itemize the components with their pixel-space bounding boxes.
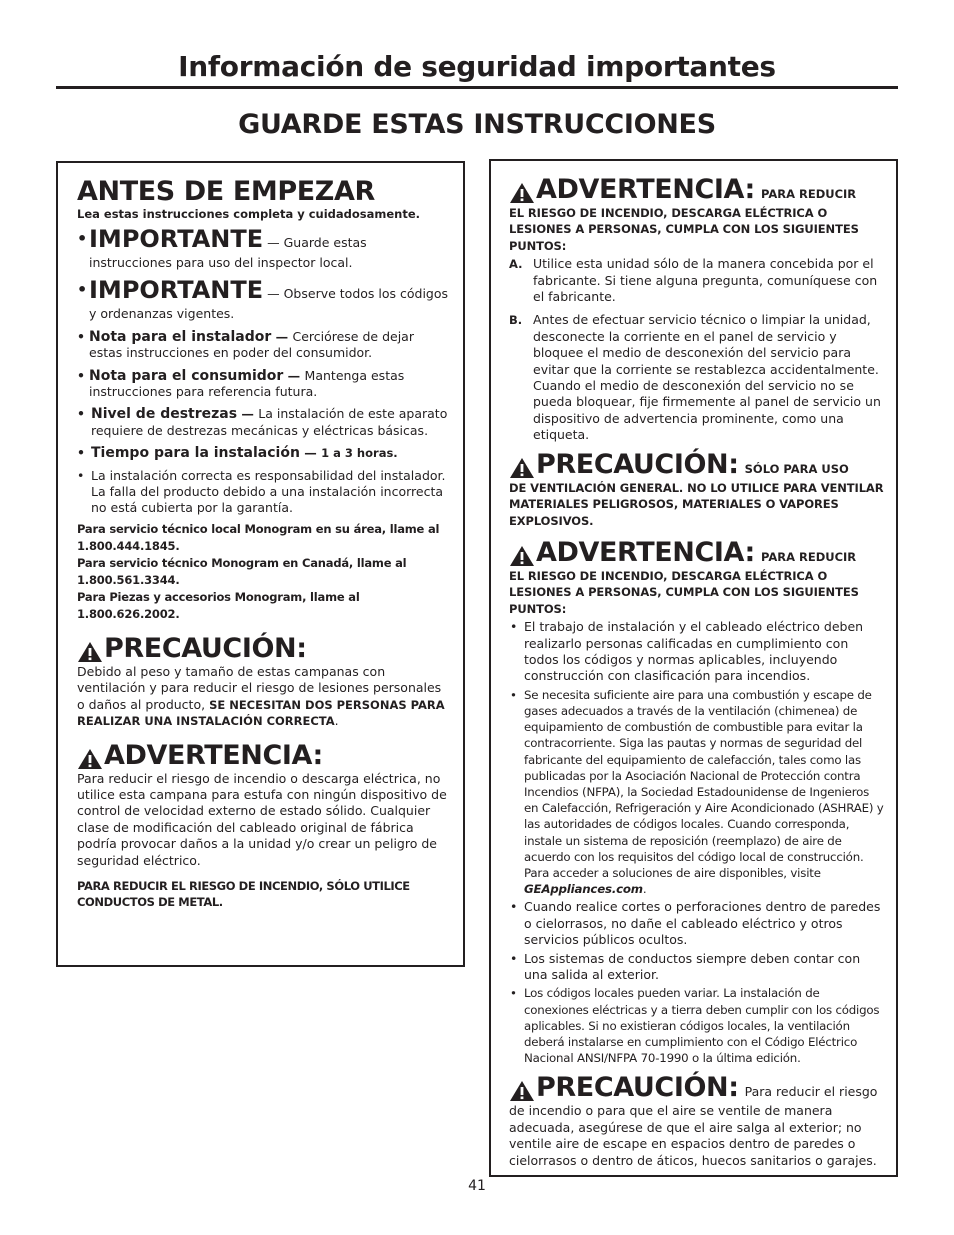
- bullet: •: [77, 328, 85, 344]
- bullet: •: [77, 229, 88, 248]
- item-label: B.: [509, 313, 523, 328]
- warning-inline: PARA REDUCIR: [760, 187, 857, 201]
- item-label: Nota para el consumidor: [89, 367, 284, 384]
- item-text: Se necesita suficiente aire para una combustión y escape de gases adecuados a través de la ventilación (chimenea) de equipamiento de combustión de combustible para evitar la contracorriente. Siga las pautas y normas de seguridad del fabricante del equipamiento de calefacción, tales como las publicadas por la Asociación Nacional de Protección contra Incendios (NFPA), la Sociedad Estadounidense de Ingenieros en Calefacción, Refrigeración y Aire Acondicionado (ASHRAE) y las autoridades de códigos locales. Cuando corresponda, instale un sistema de reposición (reemplazo) de aire de acuerdo con los requisitos del código local de construcción. Para acceder a soluciones de aire disponibles, visite: [524, 687, 884, 880]
- item-dash: —: [263, 286, 284, 302]
- caution-text: [77, 664, 451, 730]
- list-item: [77, 226, 451, 271]
- caution-heading: [77, 632, 451, 664]
- warning-caps: EL RIESGO DE INCENDIO, DESCARGA ELÉCTRICA O LESIONES A PERSONAS, CUMPLA CON LOS SIGUIENTES PUNTOS:: [509, 568, 859, 616]
- page-number: 41: [468, 1178, 486, 1194]
- list-item: [77, 329, 451, 362]
- item-dash: —: [299, 445, 322, 461]
- item-text: Mantenga estas instrucciones para referencia futura.: [89, 367, 405, 400]
- warning-triangle-icon: [509, 457, 535, 479]
- caution-word: PRECAUCIÓN:: [536, 448, 739, 480]
- bullet: •: [77, 367, 85, 383]
- caution-emphasis: SE NECESITAN DOS PERSONAS PARA REALIZAR UNA INSTALACIÓN CORRECTA: [77, 697, 445, 729]
- item-dash: —: [237, 406, 259, 422]
- item-text: Guarde estas instrucciones para uso del inspector local.: [89, 235, 367, 270]
- item-end: .: [642, 882, 647, 897]
- service-line: Para Piezas y accesorios Monogram, llame al 1.800.626.2002.: [77, 589, 360, 621]
- item-dash: —: [283, 367, 305, 383]
- warning-emphasis: PARA REDUCIR EL RIESGO DE INCENDIO, SÓLO UTILICE CONDUCTOS DE METAL.: [77, 878, 410, 910]
- bullet: •: [77, 280, 88, 300]
- list-item: [509, 312, 886, 443]
- warning-triangle-icon: [77, 748, 103, 770]
- item-text: Antes de efectuar servicio técnico o limpiar la unidad, desconecte la corriente en el panel de servicio y bloquee el medio de desconexión del servicio para evitar que la corriente se restablezca accidentalmente. Cuando el medio de desconexión del servicio no se pueda bloquear, fije firmemente al panel de servicio un dispositivo de advertencia prominente, como una etiqueta.: [533, 312, 881, 443]
- warning-triangle-icon: [509, 182, 535, 204]
- caution-heading: [509, 1074, 886, 1102]
- item-text: Observe todos los códigos y ordenanzas vigentes.: [89, 286, 449, 322]
- service-line: Para servicio técnico local Monogram en su área, llame al 1.800.444.1845.: [77, 521, 440, 553]
- list-item: • Los sistemas de conductos siempre deben contar con una salida al exterior.: [509, 951, 886, 984]
- caution-text: de incendio o para que el aire se ventile de manera adecuada, asegúrese de que el aire salga al exterior; no ventile aire de escape en espacios dentro de paredes o cielorrasos o dentro de áticos, huecos sanitarios o garajes.: [509, 1103, 877, 1168]
- item-text: Utilice esta unidad sólo de la manera concebida por el fabricante. Si tiene alguna pregunta, comuníquese con el fabricante.: [533, 256, 878, 305]
- item-label: A.: [509, 257, 523, 272]
- caution-caps: DE VENTILACIÓN GENERAL. NO LO UTILICE PARA VENTILAR MATERIALES PELIGROSOS, MATERIALES O VAPORES EXPLOSIVOS.: [509, 480, 884, 528]
- item-text: 1 a 3 horas.: [321, 446, 398, 461]
- list-item: • Cuando realice cortes o perforaciones dentro de paredes o cielorrasos, no dañe el cableado eléctrico y otros servicios públicos ocultos.: [509, 899, 886, 948]
- list-item: [77, 445, 451, 461]
- section-heading: ANTES DE EMPEZAR: [77, 176, 375, 207]
- caution-inline: Para reducir el riesgo: [744, 1084, 878, 1100]
- list-item: [77, 368, 451, 401]
- page-title: Información de seguridad importantes: [178, 50, 776, 83]
- caution-body: Debido al peso y tamaño de estas campanas con ventilación y para reducir el riesgo de lesiones personales o daños al producto,: [77, 663, 442, 712]
- list-item: • El trabajo de instalación y el cableado eléctrico deben realizarlo personas calificadas en cumplimiento con todos los códigos y normas aplicables, incluyendo construcción con clasificación para incendios.: [509, 619, 886, 685]
- caution-word: PRECAUCIÓN:: [104, 632, 307, 664]
- warning-heading: [509, 176, 886, 204]
- warning-triangle-icon: [77, 641, 103, 663]
- item-text: La instalación de este aparato requiere de destrezas mecánicas y eléctricas básicas.: [91, 406, 448, 438]
- item-label: Tiempo para la instalación: [91, 445, 300, 462]
- caution-inline: SÓLO PARA USO: [744, 461, 849, 476]
- advertencia-box: [489, 159, 898, 1177]
- list-item: [509, 687, 886, 898]
- item-label: IMPORTANTE: [89, 276, 264, 305]
- caution-end: .: [334, 713, 339, 729]
- item-label: Nota para el instalador: [89, 328, 272, 345]
- warning-triangle-icon: [509, 1080, 535, 1102]
- service-line: Para servicio técnico Monogram en Canadá, llame al 1.800.561.3344.: [77, 555, 407, 587]
- bullet: •: [77, 445, 85, 461]
- item-dash: —: [263, 235, 284, 250]
- warning-triangle-icon: [509, 545, 535, 567]
- item-label: Nivel de destrezas: [91, 406, 238, 423]
- list-item: [509, 256, 886, 305]
- title-rule: [56, 86, 898, 89]
- warning-caps: EL RIESGO DE INCENDIO, DESCARGA ELÉCTRICA O LESIONES A PERSONAS, CUMPLA CON LOS SIGUIENTES PUNTOS:: [509, 206, 859, 253]
- warning-list: [509, 619, 886, 1066]
- warning-heading: [509, 536, 886, 568]
- list-item: [77, 277, 451, 322]
- lead-text: Lea estas instrucciones completa y cuidadosamente.: [77, 207, 421, 221]
- service-contacts: [77, 521, 451, 623]
- antes-de-empezar-box: [56, 161, 465, 967]
- item-dash: —: [271, 328, 293, 344]
- warning-text: Para reducir el riesgo de incendio o descarga eléctrica, no utilice esta campana para estufa con ningún dispositivo de control de velocidad externo de estado sólido. Cualquier clase de modificación del cableado original de fábrica podría provocar daños a la unidad y/o crear un peligro de seguridad eléctrico.: [77, 770, 447, 868]
- website-link[interactable]: GEAppliances.com: [524, 882, 643, 897]
- item-text: La instalación correcta es responsabilidad del instalador. La falla del producto debido a una instalación incorrecta no está cubierta por la garantía.: [91, 467, 446, 516]
- warning-inline: PARA REDUCIR: [760, 549, 857, 564]
- bullet: •: [77, 406, 85, 422]
- list-item: • Los códigos locales pueden variar. La instalación de conexiones eléctricas y a tierra deben cumplir con los códigos aplicables. Si no existieran códigos locales, la ventilación deberá instalarse en cumplimiento con el Código Eléctrico Nacional ANSI/NFPA 70-1990 o la última edición.: [509, 985, 886, 1066]
- warning-heading: [77, 739, 451, 771]
- warning-word: ADVERTENCIA:: [536, 174, 755, 205]
- list-item: [77, 406, 451, 439]
- warning-word: ADVERTENCIA:: [104, 739, 323, 771]
- caution-heading: [509, 448, 886, 480]
- page-subtitle: GUARDE ESTAS INSTRUCCIONES: [238, 109, 716, 140]
- item-text: Cerciórese de dejar estas instrucciones en poder del consumidor.: [89, 328, 414, 361]
- bullet: •: [77, 467, 85, 483]
- list-item: [77, 468, 451, 517]
- caution-word: PRECAUCIÓN:: [536, 1072, 739, 1104]
- warning-word: ADVERTENCIA:: [536, 536, 755, 568]
- warning-list: [509, 256, 886, 443]
- item-label: IMPORTANTE: [89, 225, 264, 253]
